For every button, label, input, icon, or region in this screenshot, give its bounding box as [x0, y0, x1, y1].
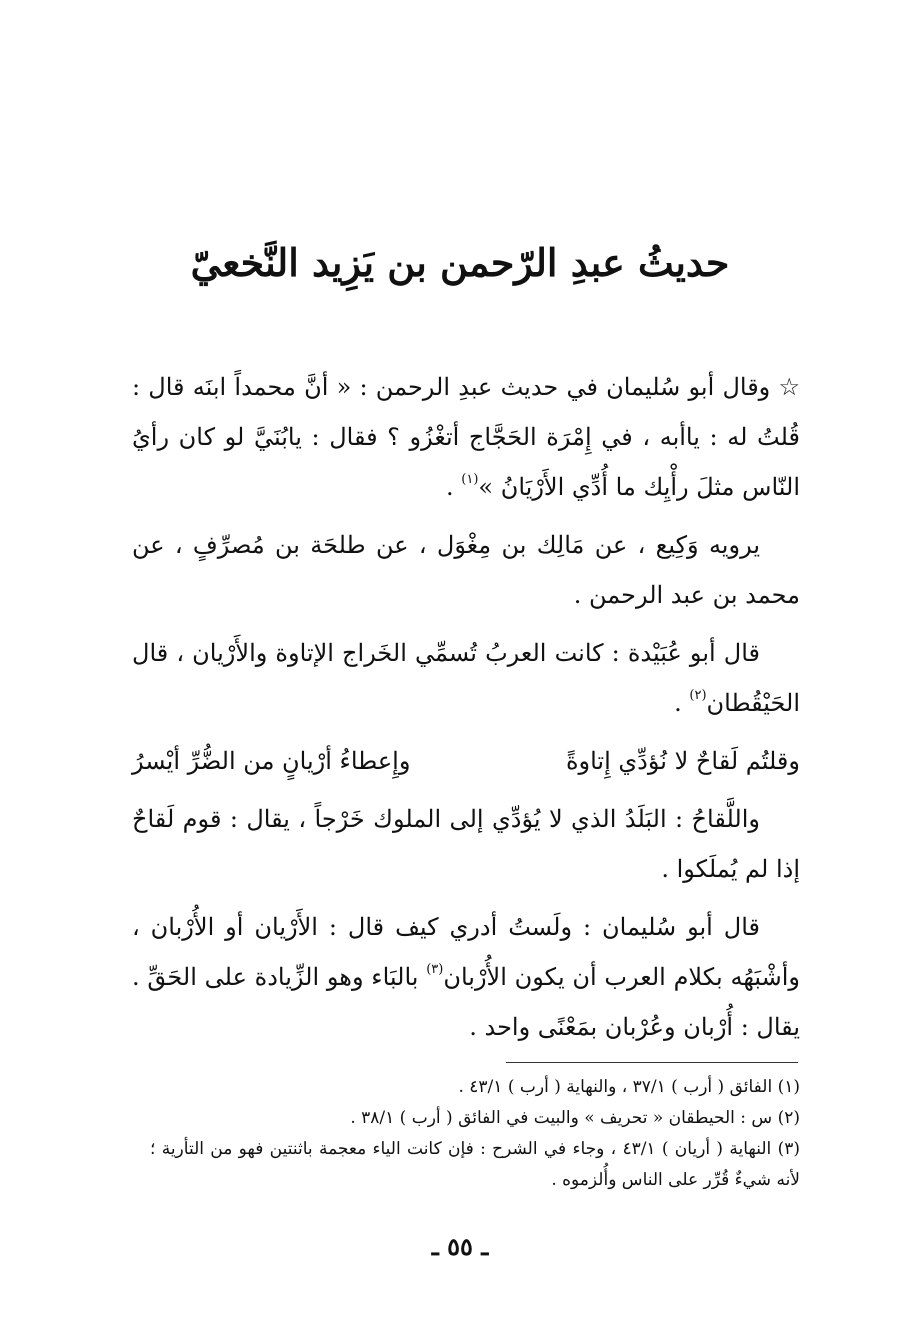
footnote-2: (٢) س : الحيطقان « تحريف » والبيت في الفائق ( أرب ) ٣٨/١ . — [350, 1108, 800, 1128]
poetry-verse — [132, 736, 800, 786]
footnote-separator — [506, 1062, 798, 1063]
footnote-marker-1: (١) — [461, 472, 479, 487]
page-number: ـ ٥٥ ـ — [431, 1232, 489, 1261]
footnote-marker-3: (٣) — [426, 962, 444, 977]
footnote-3: (٣) النهاية ( أريان ) ٤٣/١ ، وجاء في الشرح : فإن كانت الياء معجمة باثنتين فهو من التأرية ؛ لأنه شيءٌ قُرِّر على الناس وأُلزموه . — [150, 1139, 800, 1190]
footnote-1: (١) الفائق ( أرب ) ٣٧/١ ، والنهاية ( أرب ) ٤٣/١ . — [458, 1077, 800, 1097]
paragraph-1 — [132, 362, 800, 512]
paragraph-2: يرويه وَكِيع ، عن مَالِك بن مِغْوَل ، عن طلحَة بن مُصرِّفٍ ، عن محمد بن عبد الرحمن . — [132, 531, 800, 609]
paragraph-5-end: بالبَاء وهو الزِّيادة على الحَقِّ . يقال : أُرْبان وعُرْبان بمَعْنًى واحد . — [132, 963, 800, 1041]
verse-second-hemistich: وإِعطاءُ أرْيانٍ من الضُّرِّ أيْسرُ — [132, 747, 411, 775]
footnotes — [150, 1072, 800, 1196]
paragraph-3-text: قال أبو عُبَيْدة : كانت العربُ تُسمِّي الخَراج الإتاوة والأَرْيان ، قال الحَيْقُطان — [132, 639, 800, 717]
footnote-marker-2: (٢) — [689, 688, 707, 703]
paragraph-1-text: ☆ وقال أبو سُليمان في حديث عبدِ الرحمن : « أنَّ محمداً ابنَه قال : قُلتُ له : ياأبه ، في إِمْرَة الحَجَّاج أتغْزُو ؟ فقال : يابُنَيَّ لو كان رأيُ النّاس مثلَ رأْيِك ما أُدِّي الأَرْيَانُ » — [132, 373, 800, 501]
paragraph-4: واللَّقاحُ : البَلَدُ الذي لا يُؤدِّي إلى الملوك خَرْجاً ، يقال : قوم لَقاحٌ إذا لم يُملَكوا . — [132, 805, 800, 883]
paragraph-5 — [132, 902, 800, 1052]
paragraph-3-end: . — [674, 689, 690, 717]
paragraph-5-text: قال أبو سُليمان : ولَستُ أدري كيف قال : الأَرْيان أو الأُرْبان ، وأشْبَهُه بكلام العرب أن يكون الأُرْبان — [132, 913, 800, 991]
paragraph-3 — [132, 628, 800, 728]
chapter-title: حديثُ عبدِ الرّحمن بن يَزِيد النَّخعيّ — [190, 240, 730, 285]
verse-first-hemistich: وقلتُم لَقاحٌ لا نُؤدِّي إِتاوةً — [565, 747, 800, 775]
body-text — [132, 362, 800, 1060]
paragraph-1-end: . — [445, 473, 462, 501]
